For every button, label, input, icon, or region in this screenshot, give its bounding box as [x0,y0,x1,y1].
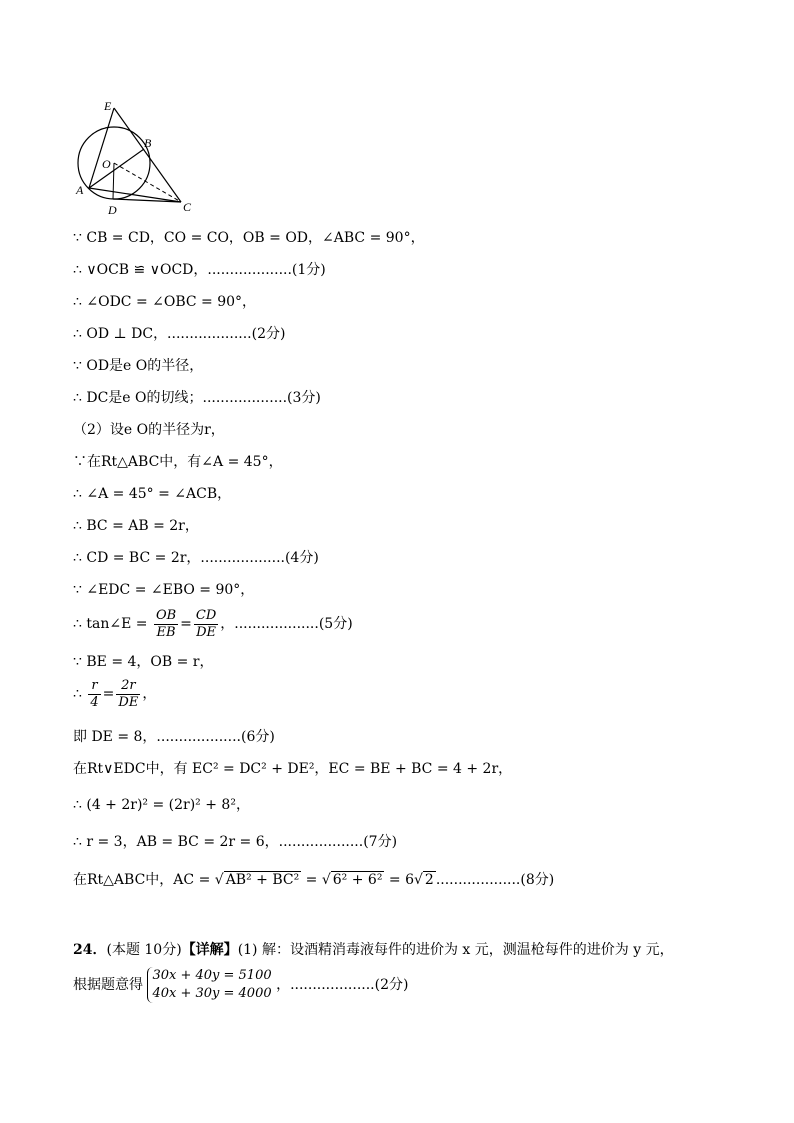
fraction-numerator: r [88,678,100,695]
sqrt-radicand: 2 [424,872,434,888]
proof-line: ∴ (4 + 2r)² = (2r)² + 8²， [73,797,250,813]
proof-line: ∴ ∠A = 45° = ∠ACB， [73,486,232,502]
proof-line: ∴ DC是e O的切线；...................(3分) [73,390,321,406]
proof-line: （2）设e O的半径为r， [73,422,225,438]
sqrt-radicand: AB² + BC² [225,872,300,888]
line-ea [89,108,114,188]
fraction-numerator: 2r [116,678,140,695]
equation-1: 30x + 40y = 5100 [152,968,272,983]
ac-suffix: ...................(8分) [435,872,555,888]
sqrt-radicand: 6² + 6² [332,872,383,888]
equation-system [147,967,271,1003]
fraction-denominator: DE [196,624,217,640]
line-od [113,163,114,199]
question-number: 24． [73,942,107,958]
ac-eq: = [301,872,322,888]
fraction [116,678,140,711]
proof-line: ∵在Rt△ABC中，有∠A = 45°， [73,454,283,470]
equation-system-line [73,964,408,1006]
ratio-prefix: ∴ [73,686,82,702]
ac-equation-line: 在Rt△ABC中，AC = √ AB² + BC² = √ 6² + 6² = 6√ 2 ...................(8分) [73,872,555,888]
equation-2: 40x + 30y = 4000 [152,986,272,1001]
label-e: E [104,99,112,113]
proof-line: ∴ ∠ODC = ∠OBC = 90°， [73,294,257,310]
fraction [194,608,218,641]
system-suffix: ，...................(2分) [276,977,409,993]
label-a: A [76,183,84,197]
label-b: B [144,136,152,150]
ac-result: = 6 [384,872,414,888]
tan-equation-line: ∴ tan∠E = $\frac{OB}{EB}$ = $\frac{CD}{DE}$ ，...................(5分) [73,607,353,640]
proof-line: ∴ r = 3，AB = BC = 2r = 6，...................(7分) [73,834,398,850]
fraction-denominator: 4 [90,694,99,710]
detail-tag: 【详解】 [181,942,238,958]
question-points: (本题 10分) [106,942,182,958]
proof-line: ∵ OD是e O的半径， [73,358,204,374]
label-d: D [108,203,117,217]
ratio-equation-line: ∴ $\frac{r}{4}$ = $\frac{2r}{DE}$ ， [73,677,157,710]
line-ab [89,149,144,188]
geometry-figure [70,98,200,218]
fraction [88,678,100,711]
question-24-header [73,940,674,960]
proof-line: ∵ BE = 4，OB = r， [73,654,214,670]
proof-line: ∵ CB = CD，CO = CO，OB = OD，∠ABC = 90°， [73,230,425,246]
fraction-denominator: DE [118,694,139,710]
fraction [154,608,178,641]
fraction-numerator: CD [195,607,217,623]
proof-line: 即 DE = 8，...................(6分) [73,729,275,745]
proof-line: ∵ ∠EDC = ∠EBO = 90°， [73,582,255,598]
proof-line: 在Rt∨EDC中，有 EC² = DC² + DE²，EC = BE + BC = 4 + 2r， [73,761,513,777]
line-oc [114,163,181,202]
label-c: C [183,200,192,214]
proof-line: ∴ CD = BC = 2r，...................(4分) [73,550,319,566]
tan-prefix: ∴ tan∠E = [73,616,148,632]
ac-prefix: 在Rt△ABC中，AC = [73,872,215,888]
proof-line: ∴ OD ⊥ DC，...................(2分) [73,326,286,342]
line-ec [114,108,181,202]
proof-line: ∴ ∨OCB ≌ ∨OCD，...................(1分) [73,262,326,278]
ratio-suffix: ， [142,686,157,702]
fraction-denominator: EB [156,624,176,640]
fraction-numerator: OB [155,607,177,623]
tan-suffix: ，...................(5分) [220,616,353,632]
label-o: O [102,157,111,171]
question-text: (1) 解：设酒精消毒液每件的进价为 x 元，测温枪每件的进价为 y 元， [237,942,674,958]
proof-line: ∴ BC = AB = 2r， [73,518,199,534]
system-lead: 根据题意得 [73,977,143,993]
